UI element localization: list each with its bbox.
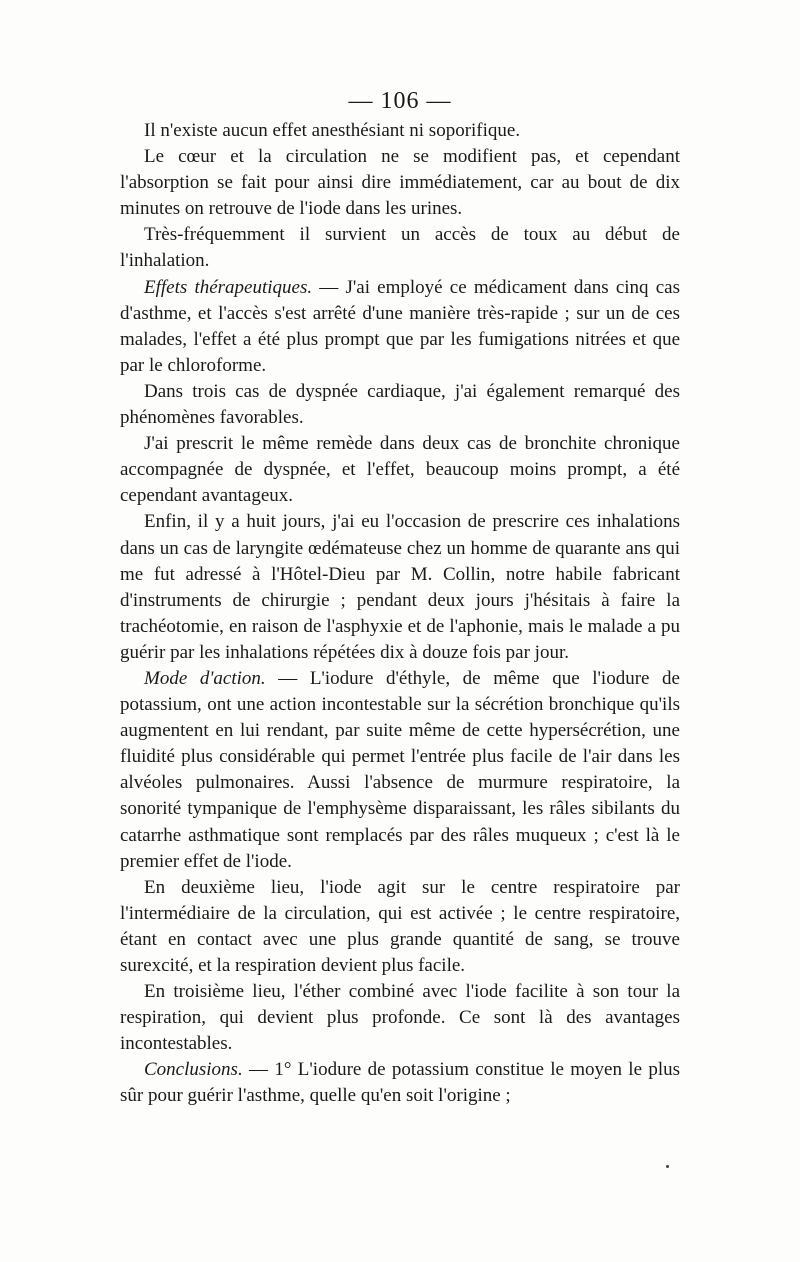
paragraph-3 xyxy=(120,222,680,274)
paragraph-7 xyxy=(120,509,680,666)
page-number: — 106 — xyxy=(348,88,452,114)
section-lead-heading: Conclusions. xyxy=(144,1059,243,1081)
paragraph-2 xyxy=(120,144,680,222)
paragraph-10 xyxy=(120,979,680,1057)
paragraph-text: Dans trois cas de dyspnée cardiaque, j'ai également remarqué des phénomènes favorables. xyxy=(120,380,680,429)
section-lead-heading: Mode d'action. xyxy=(144,667,266,689)
paragraph-text: Très-fréquemment il survient un accès de toux au début de l'inhalation. xyxy=(120,224,680,272)
paragraph-text: J'ai prescrit le même remède dans deux cas de bronchite chronique accompagnée de dyspnée, et l'effet, beaucoup moins prompt, a été cependant avantageux. xyxy=(120,433,680,507)
paragraph-9 xyxy=(120,875,680,979)
paragraph-6 xyxy=(120,431,680,509)
paragraph-mode-of-action xyxy=(120,666,680,875)
body-text xyxy=(120,118,680,1110)
paragraph-text: — 1° L'iodure de potassium constitue le moyen le plus sûr pour guérir l'asthme, quelle qu'en soit l'origine ; xyxy=(120,1059,680,1107)
paragraph-conclusions xyxy=(120,1057,680,1109)
paragraph-text: Le cœur et la circulation ne se modifient pas, et cependant l'absorption se fait pour ainsi dire immédiatement, car au bout de dix minutes on retrouve de l'iode dans les urines. xyxy=(120,146,680,220)
paragraph-text: Il n'existe aucun effet anesthésiant ni soporifique. xyxy=(144,120,521,141)
paragraph-text: — J'ai employé ce médicament dans cinq cas d'asthme, et l'accès s'est arrêté d'une manière très-rapide ; sur un de ces malades, l'effet a été plus prompt que par les fumigations nitrées et que par le chloroforme. xyxy=(120,276,680,376)
paragraph-text: En troisième lieu, l'éther combiné avec l'iode facilite à son tour la respiration, qui devient plus profonde. Ce sont là des avantages incontestables. xyxy=(120,981,680,1055)
paragraph-text: — L'iodure d'éthyle, de même que l'iodure de potassium, ont une action incontestable sur la sécrétion bronchique qu'ils augmentent en lui rendant, par suite même de cette hypersécrétion, une fluidité plus considérable qui permet l'entrée plus facile de l'air dans les alvéoles pulmonaires. Aussi l'absence de murmure respiratoire, la sonorité tympanique de l'emphysème disparaissant, les râles sibilants du catarrhe asthmatique sont remplacés par des râles muqueux ; c'est là le premier effet de l'iode. xyxy=(120,667,680,872)
paragraph-text: En deuxième lieu, l'iode agit sur le centre respiratoire par l'intermédiaire de la circulation, qui est activée ; le centre respiratoire, étant en contact avec une plus grande quantité de sang, se trouve surexcité, et la respiration devient plus facile. xyxy=(120,876,680,976)
paragraph-therapeutic-effects xyxy=(120,275,680,379)
paragraph-1 xyxy=(120,118,680,144)
paragraph-5 xyxy=(120,379,680,431)
print-speck xyxy=(666,1165,669,1168)
paragraph-text: Enfin, il y a huit jours, j'ai eu l'occasion de prescrire ces inhalations dans un cas de laryngite œdémateuse chez un homme de quarante ans qui me fut adressé à l'Hôtel-Dieu par M. Collin, notre habile fabricant d'instruments de chirurgie ; pendant deux jours j'hésitais à faire la trachéotomie, en raison de l'asphyxie et de l'aphonie, mais le malade a pu guérir par les inhalations répétées dix à douze fois par jour. xyxy=(120,511,680,663)
section-lead-heading: Effets thérapeutiques. xyxy=(144,276,313,298)
